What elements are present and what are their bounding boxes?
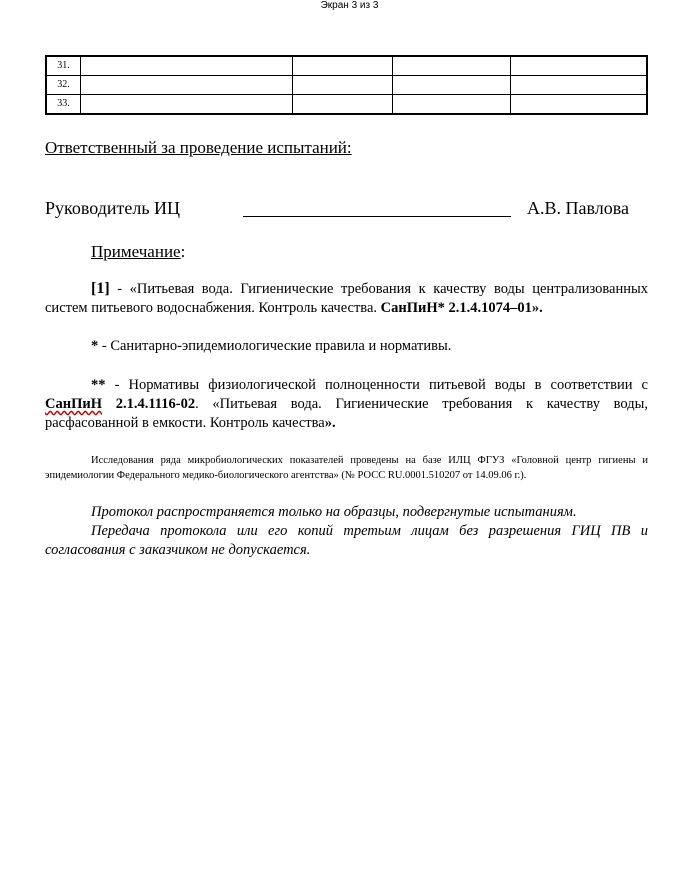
signature-name: А.В. Павлова bbox=[527, 198, 629, 218]
sanpin-code: СанПиН bbox=[45, 396, 102, 412]
table-cell bbox=[81, 76, 293, 95]
note-paragraph-2 bbox=[45, 337, 648, 356]
table-cell bbox=[81, 56, 293, 76]
signature-line bbox=[243, 216, 511, 217]
note-text: - Нормативы физиологической полноценности питьевой воды в соответствии с bbox=[105, 377, 648, 393]
note-title bbox=[91, 242, 185, 262]
footnote-marker: [1] bbox=[91, 280, 110, 297]
responsible-label: Ответственный за проведение испытаний: bbox=[45, 138, 352, 157]
sanpin-code: СанПиН bbox=[380, 300, 438, 316]
note-end: ». bbox=[531, 300, 543, 316]
footnote-marker: ** bbox=[91, 377, 106, 393]
note-title-text: Примечание bbox=[91, 242, 181, 261]
note-end: ». bbox=[324, 415, 336, 431]
note-paragraph-1 bbox=[45, 279, 648, 318]
table-cell bbox=[511, 95, 648, 115]
lab-note: Исследования ряда микробиологических показателей проведены на базе ИЛЦ ФГУЗ «Головной центр гигиены и эпидемиологии Федерального медико-биологического агентства» (№ РОСС RU.0001.510207 от 14.09.06 г.). bbox=[45, 455, 648, 481]
table-row bbox=[46, 76, 647, 95]
note-text: - «Питьевая вода. Гигиенические требования к качеству воды централизованных систем питьевого водоснабжения. Контроль качества. bbox=[45, 281, 648, 316]
table-cell bbox=[393, 76, 511, 95]
protocol-scope-note: Протокол распространяется только на образцы, подвергнутые испытаниям. bbox=[91, 504, 577, 520]
row-number: 31. bbox=[46, 56, 81, 76]
row-number: 32. bbox=[46, 76, 81, 95]
table-cell bbox=[511, 56, 648, 76]
note-title-colon: : bbox=[180, 242, 186, 261]
sanpin-number: * 2.1.4.1074–01 bbox=[437, 300, 532, 316]
row-number: 33. bbox=[46, 95, 81, 115]
table-cell bbox=[511, 76, 648, 95]
table-cell bbox=[393, 56, 511, 76]
table-row bbox=[46, 95, 647, 115]
note-text: - Санитарно-эпидемиологические правила и нормативы. bbox=[98, 338, 452, 354]
note-text-2: . «Питьевая вода. Гигиенические требования к качеству воды, расфасованной в емкости. Контроль качества bbox=[45, 396, 648, 431]
table-cell bbox=[293, 56, 393, 76]
table-cell bbox=[293, 76, 393, 95]
table-cell bbox=[293, 95, 393, 115]
footnote-marker: * bbox=[91, 338, 99, 354]
note-paragraph-3 bbox=[45, 376, 648, 433]
sanpin-number: 2.1.4.1116-02 bbox=[102, 396, 196, 412]
protocol-transfer-note: Передача протокола или его копий третьим лицам без разрешения ГИЦ ПВ и согласования с заказчиком не допускается. bbox=[45, 523, 648, 558]
page-indicator: Экран 3 из 3 bbox=[320, 0, 379, 11]
results-table bbox=[45, 55, 648, 115]
signature-title: Руководитель ИЦ bbox=[45, 198, 181, 218]
table-cell bbox=[81, 95, 293, 115]
table-row bbox=[46, 56, 647, 76]
table-cell bbox=[393, 95, 511, 115]
